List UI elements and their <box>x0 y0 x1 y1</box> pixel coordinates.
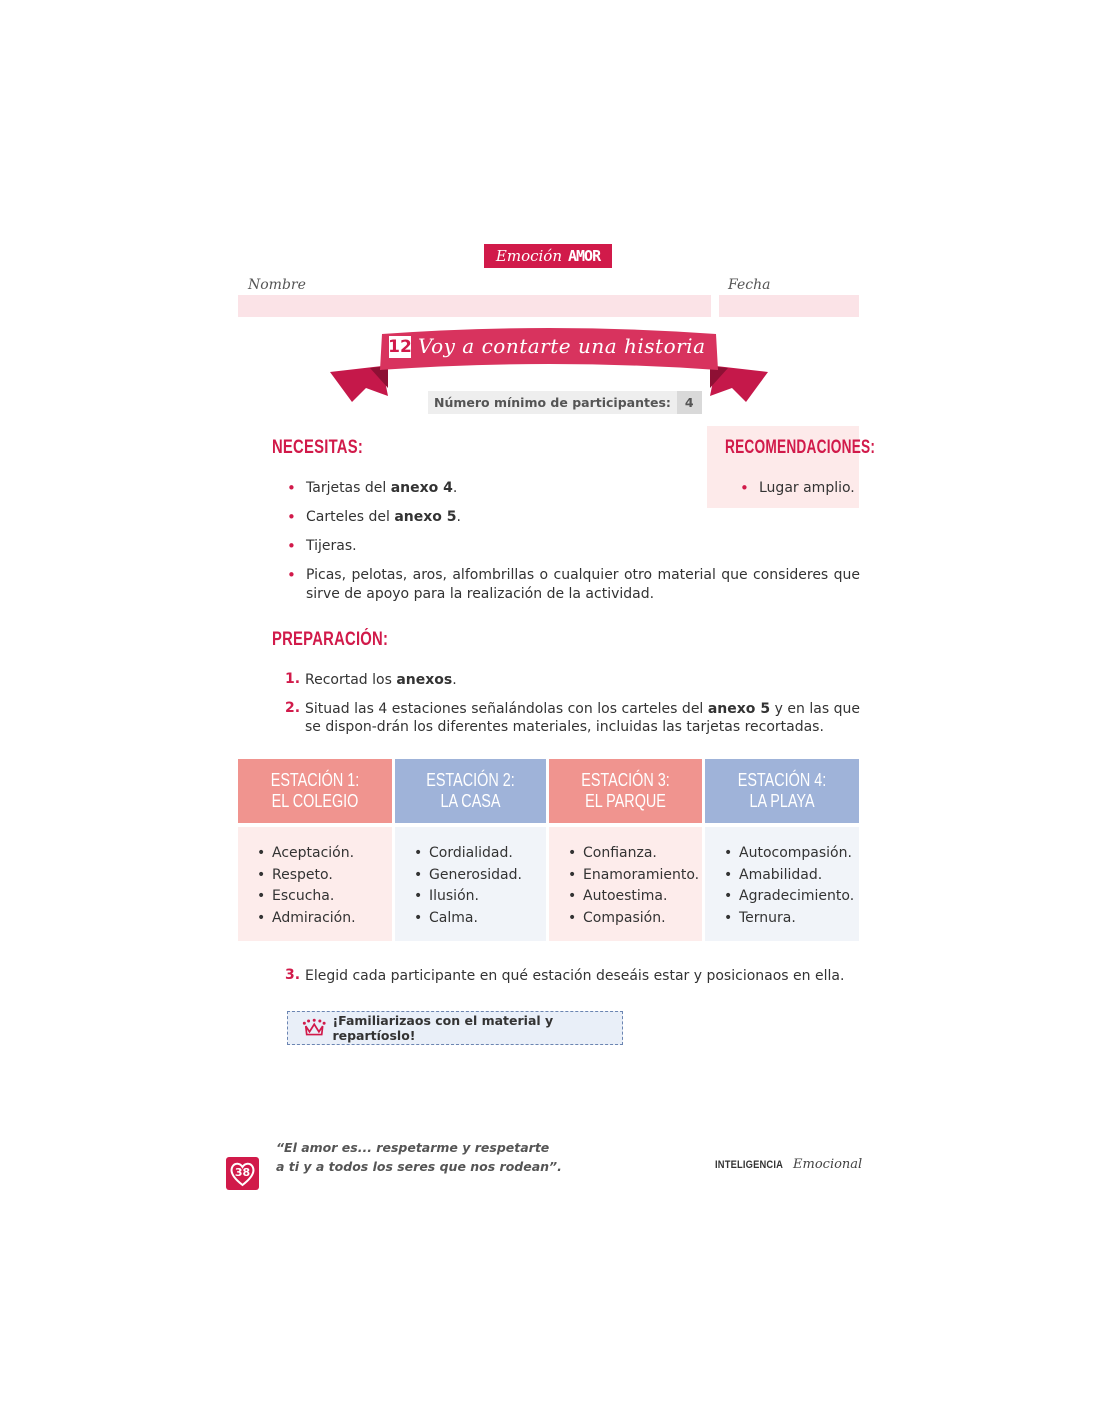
list-item: • Agradecimiento. <box>723 886 854 908</box>
participants-badge <box>428 391 702 414</box>
station-list <box>723 843 854 929</box>
station-header <box>705 759 859 823</box>
step-text: Situad las 4 estaciones señalándolas con los carteles del anexo 5 y en las que se dispon-drán los diferentes materiales, incluidas las tarjetas recortadas. <box>305 701 860 735</box>
list-item: • Respeto. <box>256 865 356 887</box>
list-item: • Cordialidad. <box>413 843 522 865</box>
list-item: • Autocompasión. <box>723 843 854 865</box>
station-header <box>238 759 392 823</box>
list-item: • Tijeras. <box>285 537 860 556</box>
tip-text: ¡Familiarizaos con el material y repartíoslo! <box>332 1013 554 1043</box>
page-number: 38 <box>234 1166 251 1179</box>
list-item: • Ilusión. <box>413 886 522 908</box>
quote-line: a ti y a todos los seres que nos rodean”. <box>276 1159 562 1174</box>
station-title: ESTACIÓN 3: <box>581 770 670 790</box>
emotion-tag <box>484 244 612 268</box>
list-item: • Lugar amplio. <box>738 479 858 498</box>
list-item: • Carteles del anexo 5. <box>285 508 860 527</box>
preparation-steps <box>285 671 860 741</box>
brand-script: Emocional <box>793 1157 863 1172</box>
step-number: 1. <box>285 671 301 687</box>
station-title: ESTACIÓN 1: <box>270 770 360 790</box>
list-item: • Escucha. <box>256 886 356 908</box>
station-title: ESTACIÓN 4: <box>737 770 827 790</box>
activity-title: Voy a contarte una historia <box>418 334 706 358</box>
preparation-heading: PREPARACIÓN: <box>272 629 389 650</box>
station-header <box>549 759 702 823</box>
brand <box>715 1157 862 1172</box>
list-item: • Admiración. <box>256 908 356 930</box>
name-label: Nombre <box>248 277 306 293</box>
participants-label: Número mínimo de participantes: <box>428 391 677 414</box>
emotion-tag-name: AMOR <box>567 247 601 265</box>
tip-box <box>287 1011 623 1045</box>
list-item: • Amabilidad. <box>723 865 854 887</box>
station-body <box>238 827 392 941</box>
station-title: ESTACIÓN 2: <box>426 770 515 790</box>
list-item: • Confianza. <box>567 843 699 865</box>
station-body <box>705 827 859 941</box>
crown-icon <box>302 1018 326 1038</box>
station-list <box>256 843 356 929</box>
list-item: • Tarjetas del anexo 4. <box>285 479 860 498</box>
name-field[interactable] <box>238 295 711 317</box>
needs-heading: NECESITAS: <box>272 437 364 458</box>
station-subtitle: LA PLAYA <box>749 791 815 811</box>
brand-bold: INTELIGENCIA <box>715 1159 784 1171</box>
list-item: • Aceptación. <box>256 843 356 865</box>
station-list <box>567 843 699 929</box>
station-subtitle: EL PARQUE <box>585 791 666 811</box>
step-text: Recortad los anexos. <box>305 672 457 688</box>
preparation-step-3 <box>285 967 860 987</box>
step-number: 2. <box>285 700 301 716</box>
step-text: Elegid cada participante en qué estación deseáis estar y posicionaos en ella. <box>305 968 845 984</box>
list-item: • Autoestima. <box>567 886 699 908</box>
footer-quote <box>276 1138 562 1176</box>
list-item: • Compasión. <box>567 908 699 930</box>
list-item: • Picas, pelotas, aros, alfombrillas o cualquier otro material que consideres que sirve de apoyo para la realización de la actividad. <box>285 566 860 604</box>
station-body <box>549 827 702 941</box>
activity-number: 12 <box>388 337 412 357</box>
list-item: • Calma. <box>413 908 522 930</box>
emotion-tag-label: Emoción <box>495 247 562 265</box>
recommendations-heading: RECOMENDACIONES: <box>725 437 876 458</box>
date-label: Fecha <box>728 277 771 293</box>
participants-value: 4 <box>677 391 702 414</box>
list-item: • Generosidad. <box>413 865 522 887</box>
station-list <box>413 843 522 929</box>
list-item: • Ternura. <box>723 908 854 930</box>
station-subtitle: LA CASA <box>440 791 501 811</box>
station-body <box>395 827 546 941</box>
step-number: 3. <box>285 967 301 983</box>
recommendations-list <box>738 479 858 498</box>
date-field[interactable] <box>719 295 859 317</box>
station-header <box>395 759 546 823</box>
station-subtitle: EL COLEGIO <box>271 791 359 811</box>
list-item: • Enamoramiento. <box>567 865 699 887</box>
quote-line: “El amor es... respetarme y respetarte <box>276 1140 550 1155</box>
